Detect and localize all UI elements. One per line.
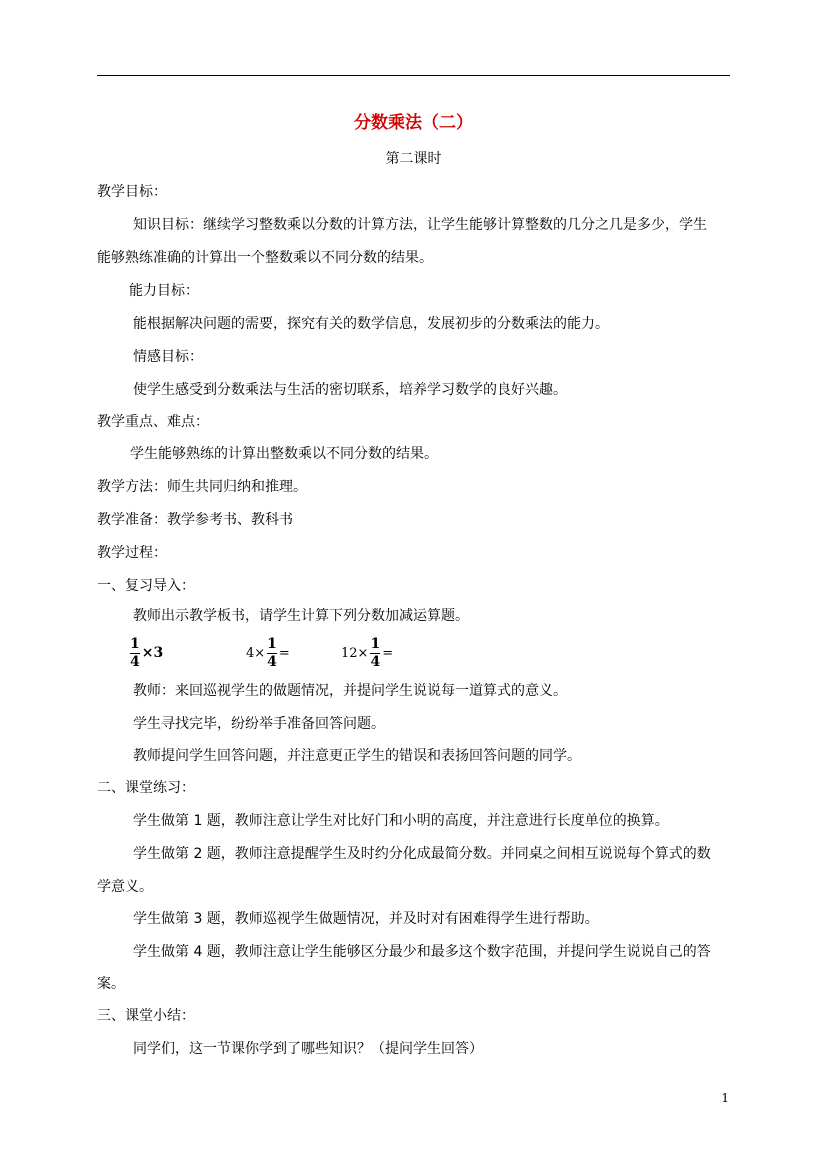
- fraction-denominator: 4: [267, 653, 277, 670]
- expression-suffix: =: [278, 645, 290, 661]
- expression-1: [129, 633, 163, 673]
- paragraph: 教师提问学生回答问题，并注意更正学生的错误和表扬回答问题的同学。: [133, 748, 581, 764]
- paragraph: 教师出示教学板书，请学生计算下列分数加减运算题。: [133, 608, 469, 624]
- expression-suffix: =: [382, 645, 394, 661]
- paragraph: 学生做第 2 题，教师注意提醒学生及时约分化成最简分数。并同桌之间相互说说每个算式的数: [133, 846, 711, 862]
- fraction-numerator: 1: [267, 635, 277, 652]
- fraction-denominator: 4: [370, 653, 381, 670]
- section-heading: 三、课堂小结：: [97, 1008, 195, 1024]
- fraction: [129, 637, 141, 670]
- fraction: [369, 637, 381, 670]
- paragraph: 学意义。: [97, 879, 153, 895]
- expression-3: [341, 633, 394, 673]
- section-heading: 教学重点、难点：: [97, 414, 209, 430]
- paragraph: 教师：来回巡视学生的做题情况，并提问学生说说每一道算式的意义。: [133, 683, 567, 699]
- paragraph: 学生能够熟练的计算出整数乘以不同分数的结果。: [130, 446, 438, 462]
- section-heading: 教学目标：: [97, 184, 167, 200]
- section-heading: 二、课堂练习：: [97, 780, 195, 796]
- expression-2: [246, 633, 291, 673]
- fraction-numerator: 1: [370, 635, 381, 652]
- section-heading: 一、复习导入：: [97, 578, 195, 594]
- paragraph: 学生寻找完毕，纷纷举手准备回答问题。: [133, 716, 385, 732]
- paragraph: 使学生感受到分数乘法与生活的密切联系，培养学习数学的良好兴趣。: [133, 382, 567, 398]
- fraction: [266, 637, 278, 670]
- paragraph: 能够熟练准确的计算出一个整数乘以不同分数的结果。: [97, 250, 433, 266]
- paragraph: 案。: [97, 976, 125, 992]
- section-heading: 教学准备：教学参考书、教科书: [97, 512, 293, 528]
- fraction-numerator: 1: [130, 635, 140, 652]
- subheading: 能力目标：: [129, 283, 199, 299]
- document-title: 分数乘法（二）: [354, 113, 473, 133]
- paragraph: 学生做第 4 题，教师注意让学生能够区分最少和最多这个数字范围，并提问学生说说自己的答: [133, 944, 711, 960]
- paragraph: 同学们，这一节课你学到了哪些知识？（提问学生回答）: [133, 1041, 483, 1057]
- paragraph: 学生做第 3 题，教师巡视学生做题情况，并及时对有困难得学生进行帮助。: [133, 911, 599, 927]
- section-heading: 教学过程：: [97, 545, 167, 561]
- paragraph: 能根据解决问题的需要，探究有关的数学信息，发展初步的分数乘法的能力。: [133, 316, 609, 332]
- subheading: 情感目标：: [133, 349, 203, 365]
- document-subtitle: 第二课时: [385, 151, 442, 167]
- fraction-denominator: 4: [130, 653, 140, 670]
- expression-suffix: ×3: [141, 645, 164, 661]
- section-heading: 教学方法：师生共同归纳和推理。: [97, 479, 307, 495]
- expression-prefix: 4×: [246, 645, 266, 661]
- paragraph: 学生做第 1 题，教师注意让学生对比好门和小明的高度，并注意进行长度单位的换算。: [133, 813, 669, 829]
- expression-prefix: 12×: [341, 645, 369, 661]
- header-rule: [97, 75, 730, 76]
- page-number: 1: [721, 1091, 729, 1105]
- paragraph: 知识目标：继续学习整数乘以分数的计算方法，让学生能够计算整数的几分之几是多少，学生: [133, 217, 707, 233]
